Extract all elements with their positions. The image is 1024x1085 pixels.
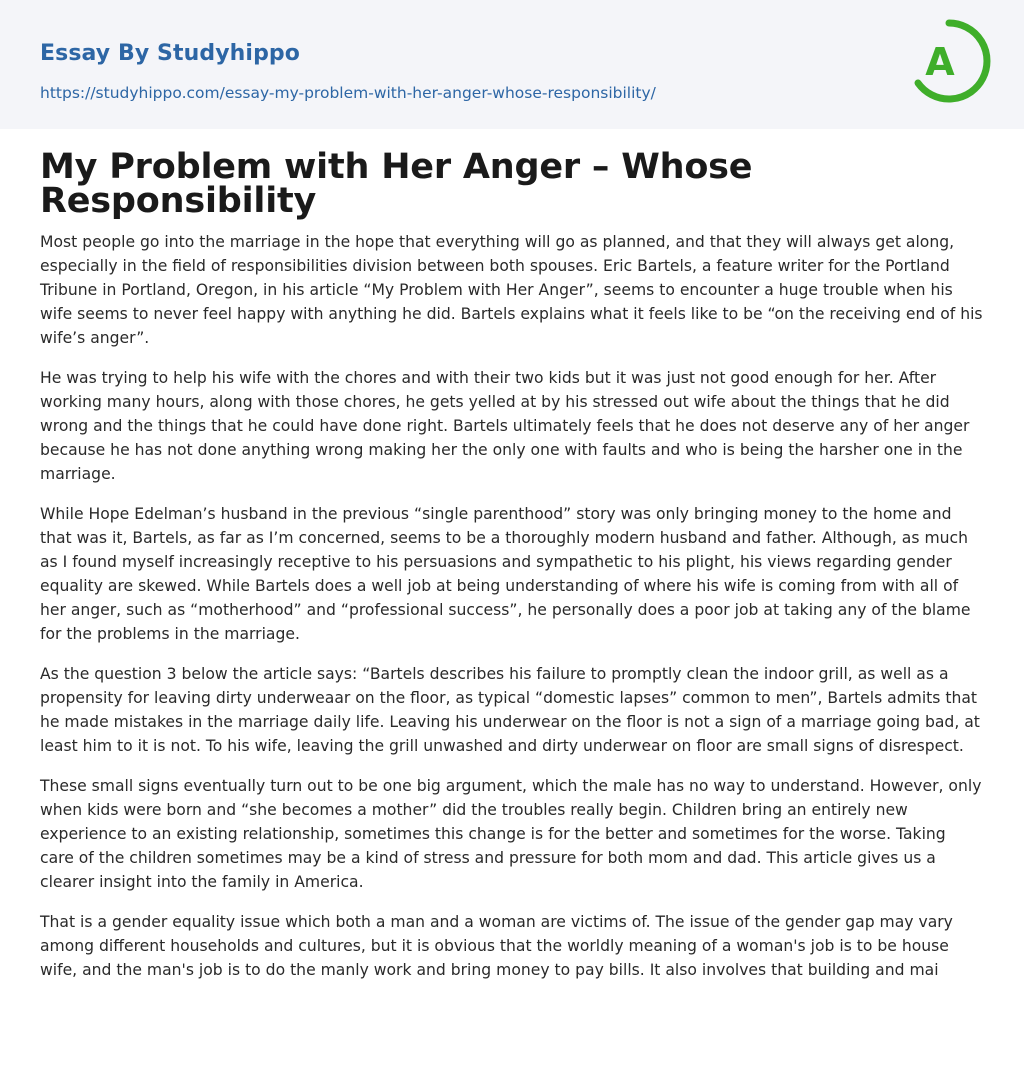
brand-title[interactable]: Essay By Studyhippo: [40, 41, 300, 66]
article-url-link[interactable]: https://studyhippo.com/essay-my-problem-with-her-anger-whose-responsibility/: [40, 84, 656, 102]
article-paragraph: As the question 3 below the article says: “Bartels describes his failure to promptly clean the indoor grill, as well as a propensity for leaving dirty underweaar on the floor, as typical “domestic lapses” common to men”, Bartels admits that he made mistakes in the marriage daily life. Leaving his underwear on the floor is not a sign of a marriage going bad, at least him to it is not. To his wife, leaving the grill unwashed and dirty underwear on floor are small signs of disrespect.: [40, 665, 980, 755]
article-body: [40, 230, 984, 982]
article-paragraph: That is a gender equality issue which both a man and a woman are victims of. The issue of the gender gap may vary among different households and cultures, but it is obvious that the worldly meaning of a woman's job is to be house wife, and the man's job is to do the manly work and bring money to pay bills. It also involves that building and mai: [40, 913, 953, 979]
logo-letter: A: [925, 40, 955, 84]
article-paragraph: While Hope Edelman’s husband in the previous “single parenthood” story was only bringing money to the home and that was it, Bartels, as far as I’m concerned, seems to be a thoroughly modern husband and father. Although, as much as I found myself increasingly receptive to his persuasions and sympathetic to his plight, his views regarding gender equality are skewed. While Bartels does a well job at being understanding of where his wife is coming from with all of her anger, such as “motherhood” and “professional success”, he personally does a poor job at taking any of the blame for the problems in the marriage.: [40, 505, 971, 643]
studyhippo-a-logo-icon[interactable]: [906, 18, 992, 104]
article-paragraph: Most people go into the marriage in the hope that everything will go as planned, and that they will always get along, especially in the field of responsibilities division between both spouses. Eric Bartels, a feature writer for the Portland Tribune in Portland, Oregon, in his article “My Problem with Her Anger”, seems to encounter a huge trouble when his wife seems to never feel happy with anything he did. Bartels explains what it feels like to be “on the receiving end of his wife’s anger”.: [40, 233, 983, 347]
site-header: [0, 0, 1024, 129]
article-paragraph: He was trying to help his wife with the chores and with their two kids but it was just not good enough for her. After working many hours, along with those chores, he gets yelled at by his stressed out wife about the things that he did wrong and the things that he could have done right. Bartels ultimately feels that he does not deserve any of her anger because he has not done anything wrong making her the only one with faults and who is being the harsher one in the marriage.: [40, 369, 970, 483]
article-container: [40, 147, 984, 998]
article-title: My Problem with Her Anger – Whose Responsibility: [40, 147, 753, 221]
article-paragraph: These small signs eventually turn out to be one big argument, which the male has no way to understand. However, only when kids were born and “she becomes a mother” did the troubles really begin. Children bring an entirely new experience to an existing relationship, sometimes this change is for the better and sometimes for the worse. Taking care of the children sometimes may be a kind of stress and pressure for both mom and dad. This article gives us a clearer insight into the family in America.: [40, 777, 982, 891]
